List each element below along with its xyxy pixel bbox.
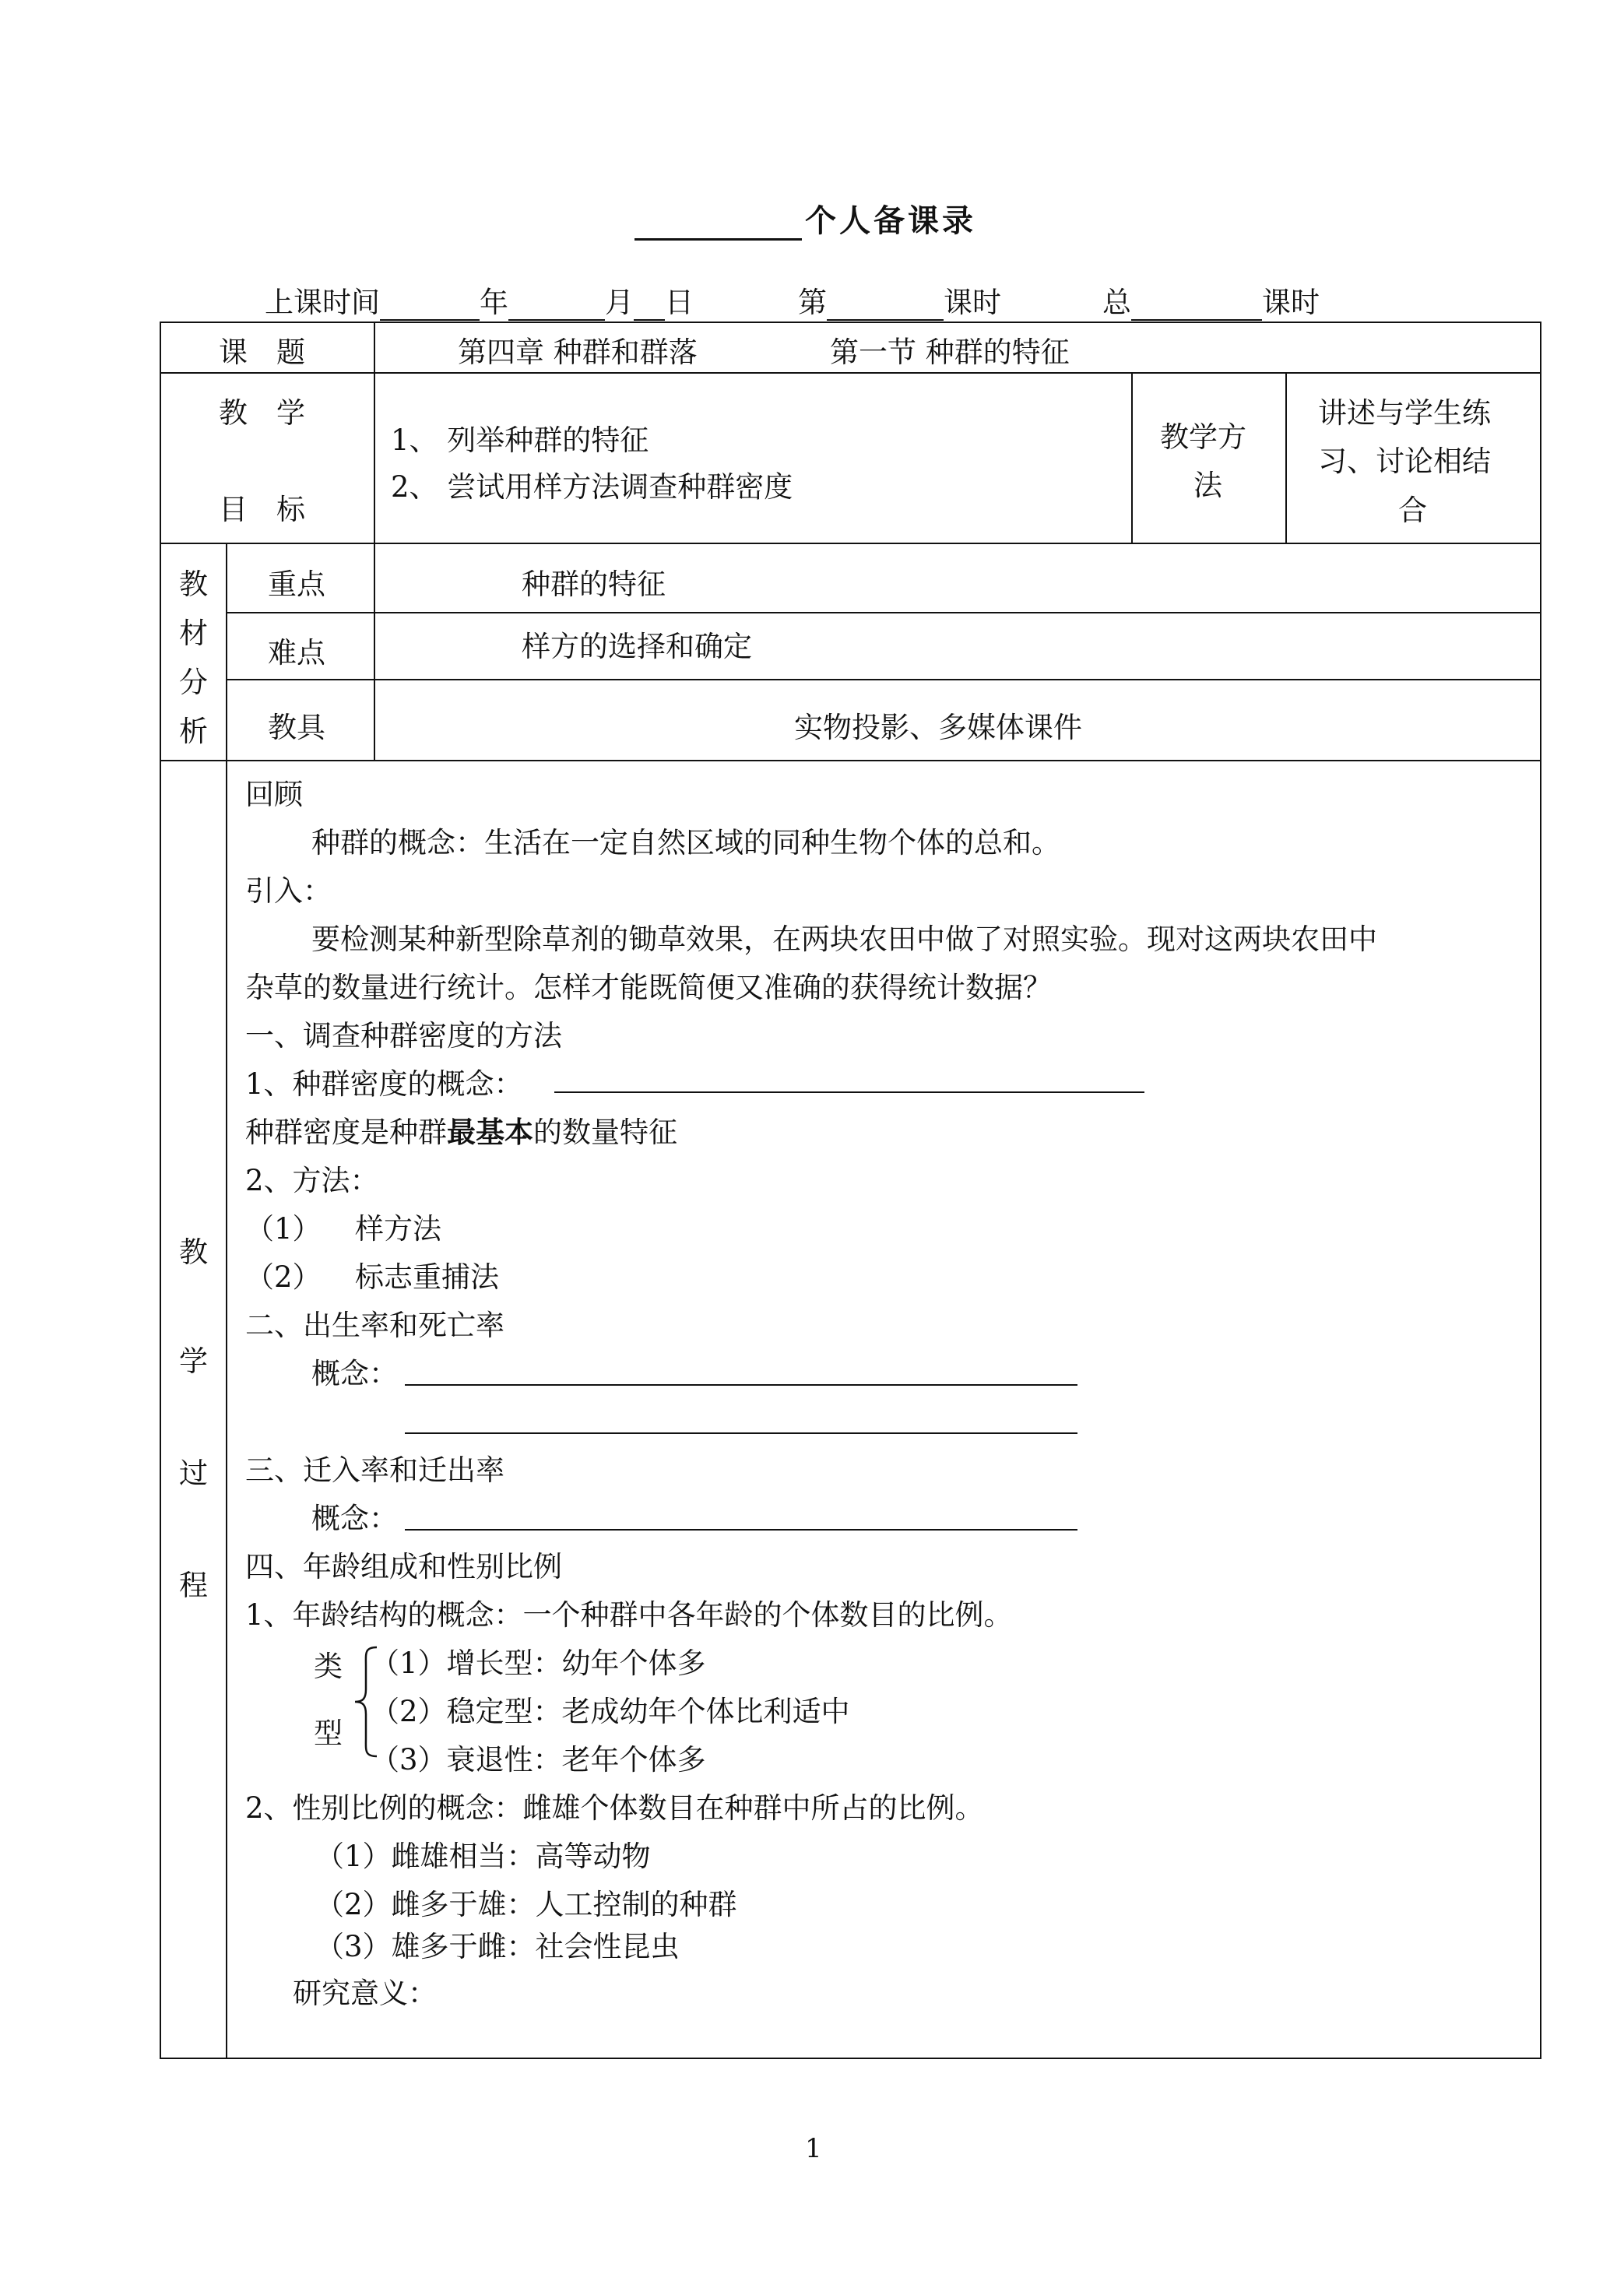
day-blank[interactable] (634, 293, 665, 321)
goal-label-bottom: 目 标 (219, 493, 305, 526)
type-label-char-1: 类 (314, 1650, 343, 1683)
density-concept-blank[interactable] (554, 1091, 1144, 1093)
table-rule (1131, 372, 1133, 543)
method-value-1: 讲述与学生练 (1318, 396, 1491, 430)
topic-label: 课 题 (219, 336, 305, 369)
total-blank[interactable] (1131, 293, 1262, 321)
intro-line-1: 要检测某种新型除草剂的锄草效果，在两块农田中做了对照实验。现对这两块农田中 (311, 923, 1377, 956)
method-label-2: 法 (1193, 469, 1222, 502)
intro-line-2: 杂草的数量进行统计。怎样才能既简便又准确的获得统计数据？ (245, 971, 1052, 1004)
goal-2: 2、 尝试用样方法调查种群密度 (391, 470, 793, 504)
topic-section: 第一节 种群的特征 (830, 336, 1070, 369)
birth-death-concept-blank-1[interactable] (405, 1384, 1077, 1386)
type-label-char-2: 型 (314, 1717, 343, 1750)
difficulty-label: 难点 (268, 636, 325, 670)
date-line: 上课时间 年 月 日 第 课时 总 课时 (265, 286, 1320, 319)
page-title: 个人备课录 (634, 196, 976, 241)
density-note: 种群密度是种群最基本的数量特征 (245, 1115, 677, 1149)
density-concept-label: 1、种群密度的概念： (245, 1067, 523, 1101)
goal-1: 1、 列举种群的特征 (391, 424, 649, 457)
method-value-3: 合 (1398, 494, 1427, 527)
tools-value: 实物投影、多媒体课件 (794, 711, 1082, 744)
table-rule (226, 679, 1541, 680)
table-rule (160, 372, 1541, 374)
section-3-heading: 三、迁入率和迁出率 (245, 1453, 504, 1487)
table-rule (1285, 372, 1287, 543)
type-3: （3）衰退性：老年个体多 (371, 1743, 706, 1777)
method-1-text: 样方法 (355, 1212, 441, 1246)
sex-ratio-3: （3）雄多于雌：社会性昆虫 (315, 1930, 680, 1963)
table-rule (226, 612, 1541, 613)
tools-label: 教具 (268, 711, 325, 744)
analysis-label-1: 教 (179, 568, 208, 601)
sex-ratio-2: （2）雌多于雄：人工控制的种群 (315, 1888, 737, 1921)
type-2: （2）稳定型：老成幼年个体比利适中 (371, 1695, 850, 1728)
month-blank[interactable] (508, 293, 605, 321)
method-2-number: （2） (245, 1260, 322, 1294)
method-value-2: 习、讨论相结 (1318, 445, 1491, 478)
age-structure-concept: 1、年龄结构的概念：一个种群中各年龄的个体数目的比例。 (245, 1598, 1013, 1632)
process-label-1: 教 (179, 1235, 208, 1269)
table-rule (226, 543, 227, 2059)
process-label-4: 程 (179, 1569, 208, 1602)
page-number: 1 (805, 2133, 822, 2164)
sex-ratio-concept: 2、性别比例的概念：雌雄个体数目在种群中所占的比例。 (245, 1791, 984, 1825)
method-1-number: （1） (245, 1212, 322, 1246)
section-1-heading: 一、调查种群密度的方法 (245, 1019, 562, 1053)
review-text: 种群的概念：生活在一定自然区域的同种生物个体的总和。 (311, 826, 1060, 859)
analysis-label-4: 析 (179, 715, 208, 748)
key-point-label: 重点 (268, 568, 325, 601)
sex-ratio-1: （1）雌雄相当：高等动物 (315, 1840, 651, 1873)
review-heading: 回顾 (245, 778, 303, 811)
section-2-heading: 二、出生率和死亡率 (245, 1309, 504, 1342)
topic-chapter: 第四章 种群和群落 (458, 336, 698, 369)
key-point-value: 种群的特征 (522, 568, 666, 601)
migration-concept-label: 概念： (311, 1502, 398, 1535)
birth-death-concept-label: 概念： (311, 1357, 398, 1390)
goal-label-top: 教 学 (219, 396, 305, 430)
process-label-3: 过 (179, 1457, 208, 1490)
process-label-2: 学 (179, 1344, 208, 1378)
difficulty-value: 样方的选择和确定 (522, 630, 752, 663)
migration-concept-blank[interactable] (405, 1529, 1077, 1531)
method-heading: 2、方法： (245, 1164, 379, 1197)
birth-death-concept-blank-2[interactable] (405, 1432, 1077, 1434)
section-4-heading: 四、年龄组成和性别比例 (245, 1550, 562, 1583)
analysis-label-2: 材 (179, 617, 208, 650)
table-rule (374, 322, 375, 760)
intro-heading: 引入： (245, 874, 332, 908)
analysis-label-3: 分 (179, 666, 208, 699)
title-blank-line (634, 207, 802, 241)
significance-label: 研究意义： (293, 1977, 437, 2010)
year-blank[interactable] (380, 293, 480, 321)
table-rule (160, 760, 1541, 761)
table-rule (160, 543, 1541, 544)
method-2-text: 标志重捕法 (355, 1260, 499, 1294)
method-label-1: 教学方 (1160, 420, 1246, 454)
type-1: （1）增长型：幼年个体多 (371, 1647, 706, 1680)
lesson-blank[interactable] (827, 293, 944, 321)
